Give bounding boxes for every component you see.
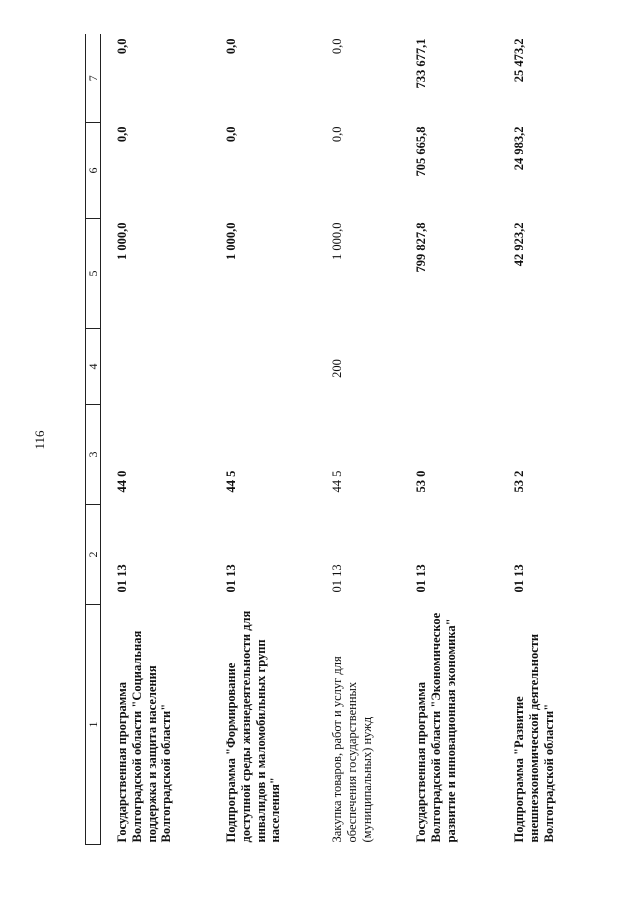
table-row bbox=[316, 35, 400, 845]
row-expense-type bbox=[210, 329, 316, 405]
row-section-code: 01 13 bbox=[512, 564, 527, 593]
row-name: Закупка товаров, работ и услуг для обеспечения государственных (муниципальных) нужд bbox=[330, 656, 374, 843]
row-expense-type bbox=[400, 329, 498, 405]
row-program-code: 44 5 bbox=[330, 470, 345, 493]
row-section-code: 01 13 bbox=[115, 564, 130, 593]
table-row bbox=[400, 35, 498, 845]
row-amount-7: 0,0 bbox=[115, 38, 130, 55]
row-expense-type bbox=[498, 329, 582, 405]
row-amount-5: 42 923,2 bbox=[512, 222, 527, 267]
row-amount-6: 0,0 bbox=[115, 126, 130, 143]
row-program-code: 44 5 bbox=[224, 470, 239, 493]
page-number: 116 bbox=[32, 430, 47, 450]
row-name: Подпрограмма "Формирование доступной среды жизнедеятельности для инвалидов и маломобильных групп населения" bbox=[224, 610, 283, 843]
row-program-code: 44 0 bbox=[115, 470, 130, 493]
header-col-3: 3 bbox=[86, 405, 101, 505]
row-name: Государственная программа Волгоградской области "Экономическое развитие и инновационная экономика" bbox=[414, 612, 458, 843]
row-amount-5: 1 000,0 bbox=[330, 222, 345, 260]
row-amount-5: 799 827,8 bbox=[414, 222, 429, 273]
header-col-5: 5 bbox=[86, 219, 101, 329]
row-amount-6: 705 665,8 bbox=[414, 126, 429, 177]
row-amount-7: 25 473,2 bbox=[512, 38, 527, 83]
row-amount-7: 733 677,1 bbox=[414, 38, 429, 89]
header-col-1: 1 bbox=[86, 605, 101, 845]
row-expense-type: 200 bbox=[330, 359, 345, 378]
header-col-7: 7 bbox=[86, 35, 101, 123]
row-amount-7: 0,0 bbox=[224, 38, 239, 55]
row-amount-6: 24 983,2 bbox=[512, 126, 527, 171]
row-program-code: 53 2 bbox=[512, 470, 527, 493]
header-row bbox=[86, 35, 101, 845]
row-amount-6: 0,0 bbox=[330, 126, 345, 143]
header-col-2: 2 bbox=[86, 505, 101, 605]
row-name: Государственная программа Волгоградской области "Социальная поддержка и защита населения Волгоградской области" bbox=[115, 630, 174, 843]
budget-table-container bbox=[85, 35, 585, 845]
row-name: Подпрограмма "Развитие внешнеэкономической деятельности Волгоградской области" bbox=[512, 633, 556, 843]
row-section-code: 01 13 bbox=[330, 564, 345, 593]
budget-table bbox=[85, 35, 582, 846]
row-amount-5: 1 000,0 bbox=[224, 222, 239, 260]
row-section-code: 01 13 bbox=[414, 564, 429, 593]
header-col-6: 6 bbox=[86, 123, 101, 219]
row-section-code: 01 13 bbox=[224, 564, 239, 593]
row-amount-7: 0,0 bbox=[330, 38, 345, 55]
row-expense-type bbox=[101, 329, 211, 405]
row-amount-5: 1 000,0 bbox=[115, 222, 130, 260]
header-col-4: 4 bbox=[86, 329, 101, 405]
row-program-code: 53 0 bbox=[414, 470, 429, 493]
row-amount-6: 0,0 bbox=[224, 126, 239, 143]
table-row bbox=[101, 35, 211, 845]
table-row bbox=[498, 35, 582, 845]
table-row bbox=[210, 35, 316, 845]
